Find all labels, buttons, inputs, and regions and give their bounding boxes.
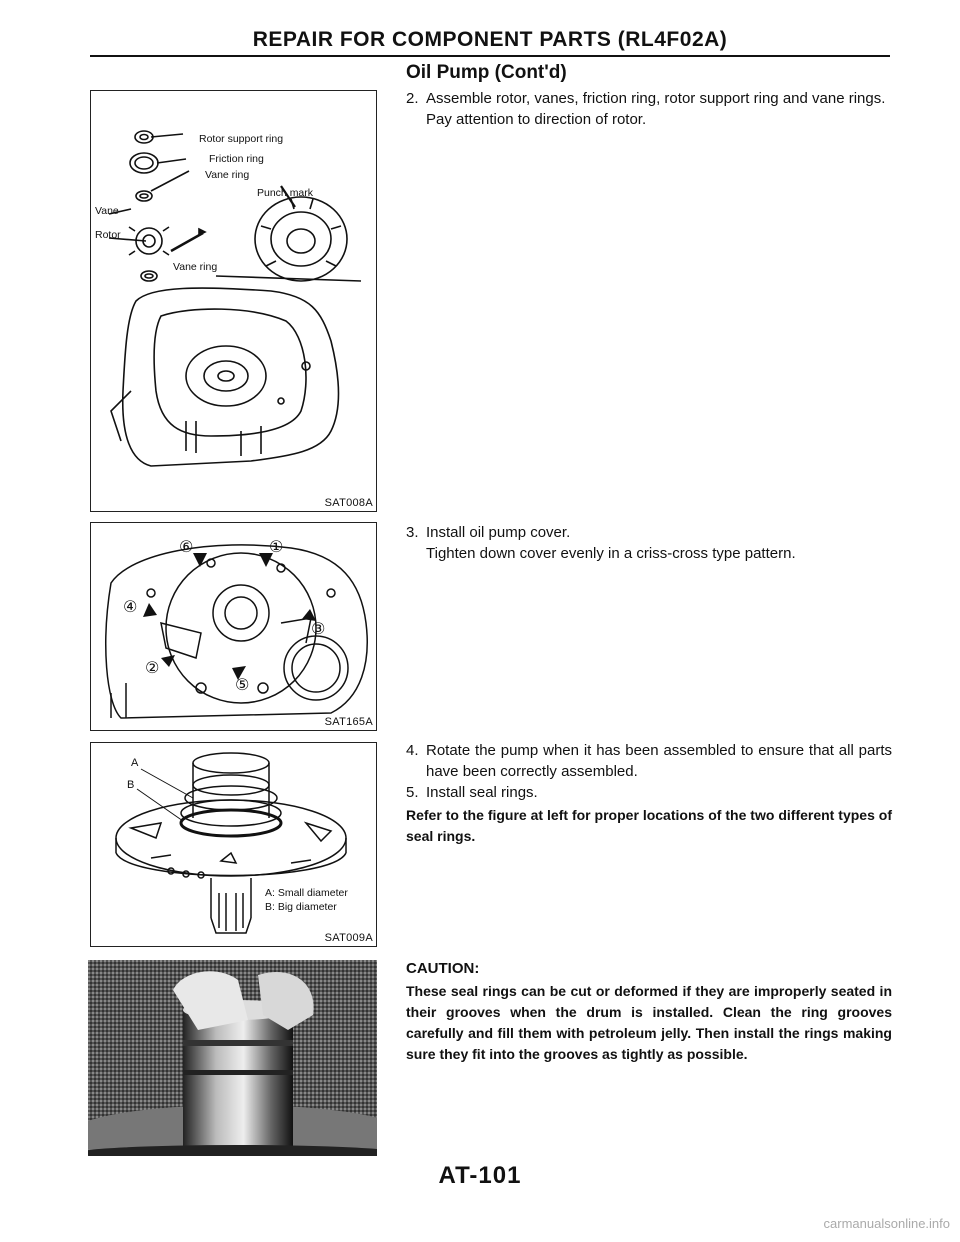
legend-a: A: Small diameter: [265, 887, 348, 899]
step-4-5-block: [406, 740, 892, 847]
page-number: AT-101: [438, 1162, 522, 1189]
seq-5: ⑤: [235, 677, 250, 694]
seq-4: ④: [123, 599, 138, 616]
seal-ring-photo: [88, 960, 377, 1156]
caution-body: These seal rings can be cut or deformed if they are improperly seated in their grooves when the drum is installed. Clean the ring grooves carefully and fill them with petroleum jelly. Then install the rings making sure they fit into the grooves as tightly as possible.: [406, 983, 892, 1062]
photo-installing-seal-rings: [88, 960, 377, 1156]
step-number: 5.: [406, 784, 419, 801]
caution-title: CAUTION:: [406, 960, 480, 977]
section-title: Oil Pump (Cont'd): [406, 62, 567, 83]
figure-code: SAT165A: [324, 716, 373, 728]
label-a: A: [131, 757, 139, 769]
step-number: 2.: [406, 90, 419, 107]
pump-cover-illustration: [91, 523, 376, 730]
figure-tightening-sequence: [90, 522, 377, 731]
label-rotor: Rotor: [95, 229, 121, 241]
label-punch-mark: Punch mark: [257, 187, 314, 199]
step-note: Pay attention to direction of rotor.: [426, 111, 647, 128]
step-text: Install seal rings.: [426, 784, 538, 801]
label-b: B: [127, 779, 135, 791]
step-text: Install oil pump cover.: [426, 524, 571, 541]
seal-ring-note: Refer to the figure at left for proper locations of the two different types of seal rings.: [406, 807, 892, 844]
figure-oil-pump-exploded: [90, 90, 377, 512]
step-text: Rotate the pump when it has been assembled to ensure that all parts have been correctly assembled.: [426, 742, 892, 780]
seq-2: ②: [145, 660, 160, 677]
label-rotor-support-ring: Rotor support ring: [199, 133, 284, 145]
figure-code: SAT008A: [324, 497, 373, 509]
watermark: carmanualsonline.info: [823, 1216, 950, 1231]
figure-seal-rings: [90, 742, 377, 947]
step-2-block: [406, 88, 892, 130]
caution-block: [406, 958, 892, 1065]
label-vane: Vane: [95, 205, 119, 217]
label-vane-ring-top: Vane ring: [205, 169, 250, 181]
legend-b: B: Big diameter: [265, 901, 337, 913]
seq-3: ③: [311, 621, 326, 638]
label-friction-ring: Friction ring: [209, 153, 264, 165]
label-vane-ring-bottom: Vane ring: [173, 261, 218, 273]
seq-1: ①: [269, 539, 284, 556]
step-note: Tighten down cover evenly in a criss-cross type pattern.: [426, 545, 796, 562]
figure-code: SAT009A: [324, 932, 373, 944]
step-3-block: [406, 522, 892, 564]
seal-ring-illustration: [91, 743, 376, 946]
step-number: 3.: [406, 524, 419, 541]
page-header: REPAIR FOR COMPONENT PARTS (RL4F02A): [252, 28, 728, 51]
header-rule: [90, 55, 890, 57]
step-text: Assemble rotor, vanes, friction ring, rotor support ring and vane rings.: [426, 90, 886, 107]
step-number: 4.: [406, 742, 419, 759]
seq-6: ⑥: [179, 539, 194, 556]
